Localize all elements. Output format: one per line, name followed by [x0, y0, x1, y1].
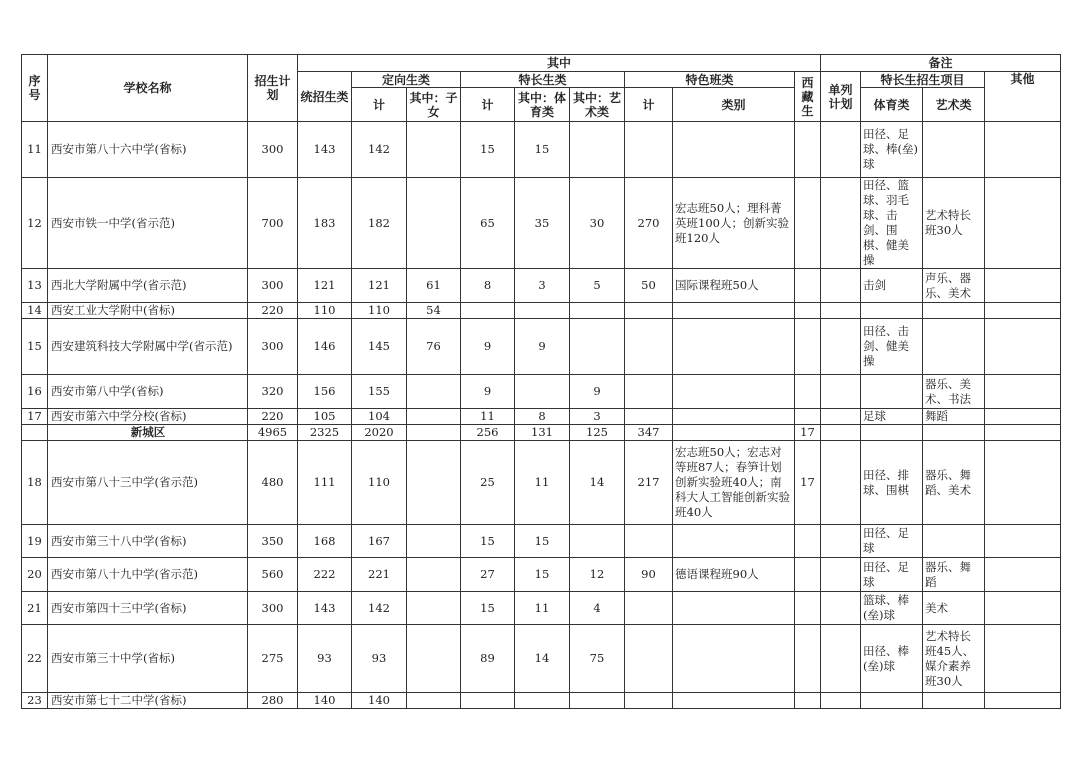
row-number: 20 [22, 558, 48, 592]
header-feature-category: 类别 [673, 88, 795, 122]
header-directed-total: 计 [352, 88, 407, 122]
specialty-sports-cell: 15 [515, 525, 570, 558]
table-row [22, 269, 1061, 303]
row-number: 16 [22, 375, 48, 409]
plan-cell: 300 [248, 269, 298, 303]
other-cell [985, 525, 1061, 558]
header-specialty-sports: 其中：体育类 [515, 88, 570, 122]
directed-children-cell: 54 [407, 303, 461, 319]
single-plan-cell [821, 178, 861, 269]
plan-cell: 480 [248, 441, 298, 525]
plan-cell: 280 [248, 693, 298, 709]
arts-project-cell [923, 425, 985, 441]
tibet-cell: 17 [795, 441, 821, 525]
school-name: 西安市第四十三中学(省标) [48, 592, 248, 625]
sports-project-cell [861, 693, 923, 709]
arts-project-cell [923, 319, 985, 375]
enrollment-plan-table [21, 54, 1061, 709]
single-plan-cell [821, 625, 861, 693]
arts-project-cell [923, 525, 985, 558]
specialty-arts-cell [570, 303, 625, 319]
header-directed: 定向生类 [352, 72, 461, 88]
unified-cell: 105 [298, 409, 352, 425]
feature-total-cell: 270 [625, 178, 673, 269]
specialty-total-cell: 9 [461, 375, 515, 409]
tibet-cell [795, 625, 821, 693]
specialty-total-cell: 15 [461, 122, 515, 178]
row-number: 19 [22, 525, 48, 558]
specialty-sports-cell: 35 [515, 178, 570, 269]
specialty-arts-cell: 30 [570, 178, 625, 269]
feature-total-cell [625, 625, 673, 693]
arts-project-cell: 艺术特长班45人、媒介素养班30人 [923, 625, 985, 693]
directed-total-cell: 182 [352, 178, 407, 269]
plan-cell: 275 [248, 625, 298, 693]
feature-total-cell [625, 319, 673, 375]
school-name: 西北大学附属中学(省示范) [48, 269, 248, 303]
feature-category-cell [673, 122, 795, 178]
sports-project-cell: 足球 [861, 409, 923, 425]
specialty-sports-cell: 11 [515, 441, 570, 525]
table-header [22, 55, 1061, 122]
specialty-total-cell: 89 [461, 625, 515, 693]
single-plan-cell [821, 303, 861, 319]
other-cell [985, 441, 1061, 525]
single-plan-cell [821, 558, 861, 592]
single-plan-cell [821, 441, 861, 525]
feature-category-cell [673, 425, 795, 441]
plan-cell: 700 [248, 178, 298, 269]
unified-cell: 222 [298, 558, 352, 592]
arts-project-cell: 器乐、舞蹈 [923, 558, 985, 592]
directed-children-cell [407, 558, 461, 592]
other-cell [985, 303, 1061, 319]
unified-cell: 168 [298, 525, 352, 558]
tibet-cell [795, 122, 821, 178]
feature-total-cell [625, 303, 673, 319]
directed-children-cell [407, 625, 461, 693]
unified-cell: 143 [298, 122, 352, 178]
plan-cell: 350 [248, 525, 298, 558]
directed-total-cell: 110 [352, 441, 407, 525]
feature-category-cell [673, 409, 795, 425]
plan-cell: 300 [248, 319, 298, 375]
table-row [22, 409, 1061, 425]
header-single: 单列计划 [821, 72, 861, 122]
feature-total-cell [625, 122, 673, 178]
specialty-arts-cell: 9 [570, 375, 625, 409]
specialty-sports-cell: 3 [515, 269, 570, 303]
sports-project-cell: 篮球、棒(垒)球 [861, 592, 923, 625]
header-feature: 特色班类 [625, 72, 795, 88]
arts-project-cell: 器乐、美术、书法 [923, 375, 985, 409]
sports-project-cell: 田径、足球 [861, 558, 923, 592]
feature-category-cell [673, 303, 795, 319]
directed-total-cell: 140 [352, 693, 407, 709]
unified-cell: 93 [298, 625, 352, 693]
specialty-sports-cell: 15 [515, 558, 570, 592]
single-plan-cell [821, 122, 861, 178]
specialty-arts-cell [570, 525, 625, 558]
specialty-arts-cell: 75 [570, 625, 625, 693]
sports-project-cell [861, 375, 923, 409]
arts-project-cell: 声乐、器乐、美术 [923, 269, 985, 303]
other-cell [985, 409, 1061, 425]
specialty-total-cell: 15 [461, 525, 515, 558]
directed-total-cell: 145 [352, 319, 407, 375]
specialty-total-cell: 15 [461, 592, 515, 625]
arts-project-cell [923, 122, 985, 178]
plan-cell: 220 [248, 409, 298, 425]
table-row [22, 303, 1061, 319]
specialty-sports-cell: 131 [515, 425, 570, 441]
arts-project-cell: 美术 [923, 592, 985, 625]
other-cell [985, 425, 1061, 441]
directed-children-cell [407, 693, 461, 709]
single-plan-cell [821, 425, 861, 441]
directed-children-cell: 61 [407, 269, 461, 303]
header-unified: 统招生类 [298, 72, 352, 122]
directed-total-cell: 155 [352, 375, 407, 409]
header-specialty: 特长生类 [461, 72, 625, 88]
district-subtotal-row [22, 425, 1061, 441]
table-row [22, 441, 1061, 525]
school-name: 西安市第八十三中学(省示范) [48, 441, 248, 525]
specialty-arts-cell: 12 [570, 558, 625, 592]
row-number [22, 425, 48, 441]
single-plan-cell [821, 592, 861, 625]
feature-category-cell [673, 693, 795, 709]
directed-children-cell: 76 [407, 319, 461, 375]
school-name: 新城区 [48, 425, 248, 441]
other-cell [985, 558, 1061, 592]
directed-total-cell: 221 [352, 558, 407, 592]
tibet-cell [795, 269, 821, 303]
single-plan-cell [821, 319, 861, 375]
directed-total-cell: 104 [352, 409, 407, 425]
directed-children-cell [407, 592, 461, 625]
header-other: 其他 [985, 72, 1061, 122]
table-body [22, 122, 1061, 709]
single-plan-cell [821, 693, 861, 709]
specialty-arts-cell: 14 [570, 441, 625, 525]
header-plan: 招生计划 [248, 55, 298, 122]
row-number: 18 [22, 441, 48, 525]
school-name: 西安市第六中学分校(省标) [48, 409, 248, 425]
arts-project-cell [923, 303, 985, 319]
row-number: 22 [22, 625, 48, 693]
specialty-total-cell: 256 [461, 425, 515, 441]
school-name: 西安市第七十二中学(省标) [48, 693, 248, 709]
header-sports-type: 体育类 [861, 88, 923, 122]
table-row [22, 693, 1061, 709]
unified-cell: 140 [298, 693, 352, 709]
specialty-arts-cell: 5 [570, 269, 625, 303]
specialty-arts-cell [570, 319, 625, 375]
school-name: 西安市第三十中学(省标) [48, 625, 248, 693]
specialty-arts-cell: 3 [570, 409, 625, 425]
directed-total-cell: 121 [352, 269, 407, 303]
feature-category-cell [673, 592, 795, 625]
specialty-sports-cell: 8 [515, 409, 570, 425]
header-specialty-arts: 其中：艺术类 [570, 88, 625, 122]
specialty-sports-cell: 11 [515, 592, 570, 625]
arts-project-cell: 器乐、舞蹈、美术 [923, 441, 985, 525]
sports-project-cell [861, 425, 923, 441]
school-name: 西安市第八十九中学(省示范) [48, 558, 248, 592]
specialty-sports-cell: 9 [515, 319, 570, 375]
header-specialty-total: 计 [461, 88, 515, 122]
specialty-total-cell: 11 [461, 409, 515, 425]
school-name: 西安市第八十六中学(省标) [48, 122, 248, 178]
specialty-arts-cell: 125 [570, 425, 625, 441]
feature-category-cell: 国际课程班50人 [673, 269, 795, 303]
header-school-name: 学校名称 [48, 55, 248, 122]
specialty-sports-cell [515, 693, 570, 709]
directed-children-cell [407, 409, 461, 425]
specialty-arts-cell: 4 [570, 592, 625, 625]
other-cell [985, 178, 1061, 269]
other-cell [985, 122, 1061, 178]
feature-total-cell: 90 [625, 558, 673, 592]
unified-cell: 110 [298, 303, 352, 319]
school-name: 西安市铁一中学(省示范) [48, 178, 248, 269]
specialty-sports-cell: 15 [515, 122, 570, 178]
table-row [22, 592, 1061, 625]
feature-total-cell [625, 525, 673, 558]
directed-total-cell: 2020 [352, 425, 407, 441]
specialty-sports-cell [515, 375, 570, 409]
plan-cell: 4965 [248, 425, 298, 441]
feature-total-cell: 50 [625, 269, 673, 303]
row-number: 13 [22, 269, 48, 303]
directed-total-cell: 93 [352, 625, 407, 693]
single-plan-cell [821, 375, 861, 409]
directed-children-cell [407, 375, 461, 409]
plan-cell: 560 [248, 558, 298, 592]
school-name: 西安工业大学附中(省标) [48, 303, 248, 319]
feature-category-cell [673, 625, 795, 693]
tibet-cell [795, 693, 821, 709]
unified-cell: 156 [298, 375, 352, 409]
table-row [22, 122, 1061, 178]
arts-project-cell: 艺术特长班30人 [923, 178, 985, 269]
plan-cell: 300 [248, 122, 298, 178]
specialty-total-cell: 25 [461, 441, 515, 525]
specialty-total-cell: 27 [461, 558, 515, 592]
specialty-total-cell [461, 303, 515, 319]
directed-total-cell: 167 [352, 525, 407, 558]
tibet-cell [795, 525, 821, 558]
tibet-cell: 17 [795, 425, 821, 441]
row-number: 15 [22, 319, 48, 375]
header-seq: 序号 [22, 55, 48, 122]
directed-total-cell: 142 [352, 592, 407, 625]
unified-cell: 183 [298, 178, 352, 269]
feature-total-cell: 217 [625, 441, 673, 525]
single-plan-cell [821, 525, 861, 558]
specialty-total-cell [461, 693, 515, 709]
sports-project-cell: 田径、击剑、健美操 [861, 319, 923, 375]
specialty-total-cell: 9 [461, 319, 515, 375]
feature-total-cell [625, 409, 673, 425]
school-name: 西安市第八中学(省标) [48, 375, 248, 409]
tibet-cell [795, 319, 821, 375]
unified-cell: 143 [298, 592, 352, 625]
feature-category-cell: 德语课程班90人 [673, 558, 795, 592]
table-row [22, 625, 1061, 693]
unified-cell: 111 [298, 441, 352, 525]
specialty-total-cell: 8 [461, 269, 515, 303]
header-specialty-projects: 特长生招生项目 [861, 72, 985, 88]
row-number: 14 [22, 303, 48, 319]
row-number: 23 [22, 693, 48, 709]
directed-children-cell [407, 178, 461, 269]
sports-project-cell: 击剑 [861, 269, 923, 303]
tibet-cell [795, 375, 821, 409]
other-cell [985, 693, 1061, 709]
row-number: 17 [22, 409, 48, 425]
tibet-cell [795, 558, 821, 592]
directed-children-cell [407, 441, 461, 525]
arts-project-cell: 舞蹈 [923, 409, 985, 425]
header-arts-type: 艺术类 [923, 88, 985, 122]
single-plan-cell [821, 269, 861, 303]
sports-project-cell: 田径、排球、围棋 [861, 441, 923, 525]
table-row [22, 558, 1061, 592]
other-cell [985, 592, 1061, 625]
specialty-sports-cell: 14 [515, 625, 570, 693]
feature-total-cell: 347 [625, 425, 673, 441]
sports-project-cell: 田径、棒(垒)球 [861, 625, 923, 693]
school-name: 西安建筑科技大学附属中学(省示范) [48, 319, 248, 375]
feature-total-cell [625, 693, 673, 709]
feature-category-cell: 宏志班50人；理科菁英班100人；创新实验班120人 [673, 178, 795, 269]
sports-project-cell [861, 303, 923, 319]
directed-total-cell: 142 [352, 122, 407, 178]
other-cell [985, 625, 1061, 693]
header-directed-children: 其中：子女 [407, 88, 461, 122]
plan-cell: 220 [248, 303, 298, 319]
specialty-arts-cell [570, 693, 625, 709]
arts-project-cell [923, 693, 985, 709]
row-number: 12 [22, 178, 48, 269]
table-row [22, 319, 1061, 375]
unified-cell: 121 [298, 269, 352, 303]
header-tibet: 西藏生 [795, 72, 821, 122]
feature-total-cell [625, 592, 673, 625]
row-number: 11 [22, 122, 48, 178]
sports-project-cell: 田径、足球 [861, 525, 923, 558]
tibet-cell [795, 303, 821, 319]
feature-category-cell: 宏志班50人；宏志对等班87人；春笋计划创新实验班40人；南科大人工智能创新实验班40人 [673, 441, 795, 525]
sports-project-cell: 田径、足球、棒(垒)球 [861, 122, 923, 178]
tibet-cell [795, 178, 821, 269]
other-cell [985, 269, 1061, 303]
specialty-total-cell: 65 [461, 178, 515, 269]
table-row [22, 375, 1061, 409]
other-cell [985, 375, 1061, 409]
unified-cell: 2325 [298, 425, 352, 441]
specialty-sports-cell [515, 303, 570, 319]
feature-total-cell [625, 375, 673, 409]
header-remarks: 备注 [821, 55, 1061, 72]
tibet-cell [795, 409, 821, 425]
directed-children-cell [407, 122, 461, 178]
feature-category-cell [673, 375, 795, 409]
row-number: 21 [22, 592, 48, 625]
single-plan-cell [821, 409, 861, 425]
specialty-arts-cell [570, 122, 625, 178]
directed-children-cell [407, 525, 461, 558]
directed-total-cell: 110 [352, 303, 407, 319]
school-name: 西安市第三十八中学(省标) [48, 525, 248, 558]
table-row [22, 525, 1061, 558]
feature-category-cell [673, 319, 795, 375]
header-feature-total: 计 [625, 88, 673, 122]
plan-cell: 320 [248, 375, 298, 409]
feature-category-cell [673, 525, 795, 558]
plan-cell: 300 [248, 592, 298, 625]
directed-children-cell [407, 425, 461, 441]
unified-cell: 146 [298, 319, 352, 375]
other-cell [985, 319, 1061, 375]
header-among: 其中 [298, 55, 821, 72]
table-row [22, 178, 1061, 269]
sports-project-cell: 田径、篮球、羽毛球、击剑、围棋、健美操 [861, 178, 923, 269]
tibet-cell [795, 592, 821, 625]
